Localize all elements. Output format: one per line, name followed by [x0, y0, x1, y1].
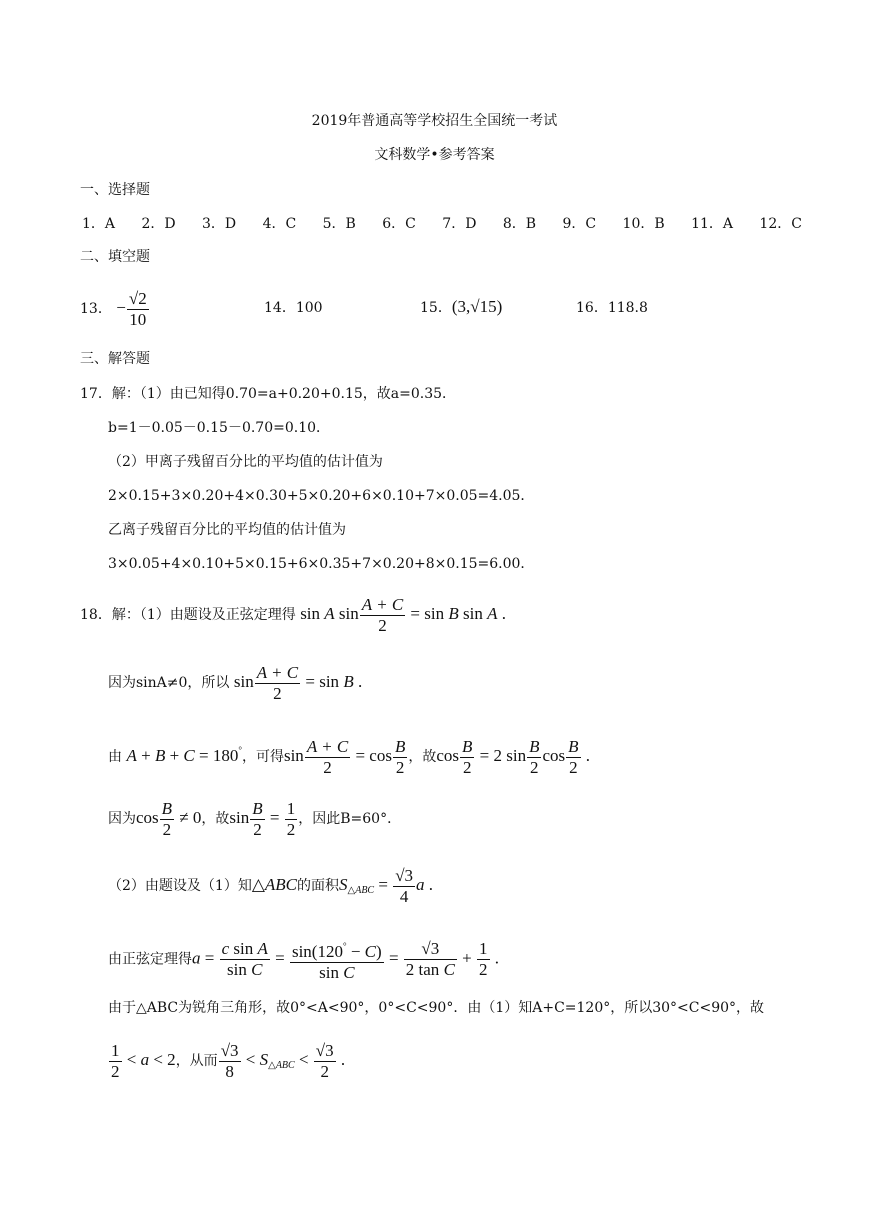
q17-line-1: 17．解：（1）由已知得0.70=a+0.20+0.15，故a=0.35． [80, 386, 457, 402]
q15-answer [420, 297, 502, 318]
math: a = [192, 948, 219, 968]
section-title-fill: 二、填空题 [80, 249, 150, 265]
answer-item: 8．B [502, 216, 537, 232]
page-title: 2019年普通高等学校招生全国统一考试 [311, 113, 558, 129]
math-fraction: $\frac{B}{2}$ [568, 736, 579, 777]
math-fraction: $\frac{1}{2}$ [286, 798, 296, 839]
math: = 2 sin [475, 746, 527, 765]
math-fraction: $\frac{B}{2}$ [529, 736, 540, 777]
answer-item: 3．D [202, 216, 237, 232]
math: = [384, 948, 403, 968]
q13-denominator: 10 [127, 309, 149, 330]
answer-item: 2．D [141, 216, 176, 232]
math: = sin B . [301, 672, 363, 691]
math: △ABC [251, 875, 298, 894]
choice-answers [82, 213, 802, 233]
q18-line-5-text-1: （2）由题设及（1）知 [108, 878, 252, 894]
math-fraction: $\frac{\text{c sin A}}{\text{sin C}}$ [221, 939, 268, 979]
answer-item: 12．C [759, 216, 802, 232]
math: . [490, 948, 499, 968]
math: . [581, 746, 591, 765]
q18-line-7: 由于△ABC为锐角三角形，故0°<A<90°，0°<C<90°．由（1）知A+C=120°，所以30°<C<90°，故 [108, 1000, 765, 1016]
answer-item: 7．D [442, 216, 477, 232]
q14-answer: 14．100 [264, 300, 323, 316]
math-fraction: $\frac{A + C}{2}$ [306, 736, 349, 777]
math-fraction: $\frac{√3}{8}$ [220, 1040, 239, 1081]
math-fraction: $\frac{√3}{\text{2 tan C}}$ [405, 939, 455, 979]
q13-fraction [127, 289, 149, 330]
answer-item: 6．C [382, 216, 416, 232]
q18-line-4-text-2: ，故 [201, 811, 230, 827]
answer-item: 11．A [691, 216, 733, 232]
q15-value: (3,√15) [451, 297, 503, 316]
math: = [265, 808, 284, 827]
math-fraction: $\frac{B}{2}$ [394, 736, 406, 777]
q18-line-6 [108, 936, 499, 983]
q17-line-6: 3×0.05+4×0.10+5×0.15+6×0.35+7×0.20+8×0.15=6.00． [108, 556, 535, 572]
math-fraction: $\frac{√3}{2}$ [315, 1040, 334, 1081]
q18-line-1-text: 18．解：（1）由题设及正弦定理得 [80, 607, 296, 623]
math: < $S_{\triangle ABC}$ < [241, 1050, 313, 1071]
q18-line-3 [108, 730, 590, 778]
q18-line-6-text: 由正弦定理得 [108, 951, 192, 968]
q13-answer [80, 288, 150, 330]
math: A + B + C = 180° [126, 745, 242, 765]
math: ≠ 0 [175, 808, 202, 827]
q16-answer: 16．118.8 [576, 300, 648, 316]
q18-line-3-text-2: ，可得 [241, 749, 284, 765]
q18-line-5 [108, 865, 433, 911]
math: + [457, 948, 476, 968]
math: cos [136, 808, 159, 827]
math-fraction: $\frac{1}{2}$ [111, 1040, 120, 1081]
math-fraction: $\frac{A + C}{2}$ [256, 662, 299, 703]
math-fraction: $\frac{B}{2}$ [161, 798, 173, 839]
math: cos [542, 746, 566, 765]
math: sin [233, 672, 254, 691]
q18-line-4 [108, 798, 401, 840]
math: cos [436, 746, 460, 765]
answer-item: 1．A [82, 216, 116, 232]
answer-item: 9．C [562, 216, 597, 232]
q18-line-2-text: 因为sinA≠0，所以 [108, 675, 230, 691]
q13-label: 13． [80, 301, 112, 317]
section-title-solve: 三、解答题 [80, 351, 150, 367]
answer-item: 10．B [622, 216, 665, 232]
page-subtitle: 文科数学•参考答案 [374, 147, 495, 163]
math: = sin B sin A . [406, 604, 506, 623]
q18-line-8 [108, 1040, 345, 1086]
math-fraction: $\frac{A + C}{2}$ [361, 594, 404, 635]
math: = cos [351, 746, 392, 765]
q17-line-2: b=1－0.05－0.15－0.70=0.10． [108, 420, 331, 436]
q15-label: 15． [420, 300, 452, 316]
math-fraction: $\frac{\sin(120^\circ - C)}{\text{sin C}}$ [291, 941, 382, 982]
q18-line-2 [108, 662, 362, 704]
math: < a < 2 [122, 1050, 176, 1069]
math-fraction: $\frac{1}{2}$ [479, 939, 488, 979]
math: $S_{\triangle ABC}$ = [339, 875, 393, 896]
q17-line-4: 2×0.15+3×0.20+4×0.30+5×0.20+6×0.10+7×0.05=4.05． [108, 488, 535, 504]
q17-line-5: 乙离子残留百分比的平均值的估计值为 [108, 522, 346, 538]
q18-line-3-text-1: 由 [108, 749, 122, 765]
math: sin [283, 746, 304, 765]
q18-line-1 [80, 594, 506, 636]
q18-line-8-text: ，从而 [175, 1053, 218, 1069]
math: sin [229, 808, 250, 827]
section-title-choice: 一、选择题 [80, 182, 150, 198]
q13-sign: − [116, 298, 126, 317]
math-fraction: $\frac{B}{2}$ [462, 736, 473, 777]
math-fraction: $\frac{√3}{4}$ [395, 865, 414, 906]
q17-line-3: （2）甲离子残留百分比的平均值的估计值为 [108, 454, 383, 470]
math: . [336, 1050, 346, 1069]
q18-line-5-text-2: 的面积 [297, 878, 340, 894]
q18-line-4-text-3: ，因此B=60°． [298, 811, 402, 827]
q18-line-3-text-3: ，故 [408, 749, 437, 765]
q13-numerator: √2 [128, 288, 147, 308]
math-fraction: $\frac{B}{2}$ [252, 798, 263, 839]
answer-item: 5．B [322, 216, 356, 232]
math: sin A sin [300, 604, 359, 623]
math: a . [416, 875, 434, 894]
answer-item: 4．C [262, 216, 297, 232]
math: = [270, 948, 289, 968]
q18-line-4-text-1: 因为 [108, 811, 136, 827]
